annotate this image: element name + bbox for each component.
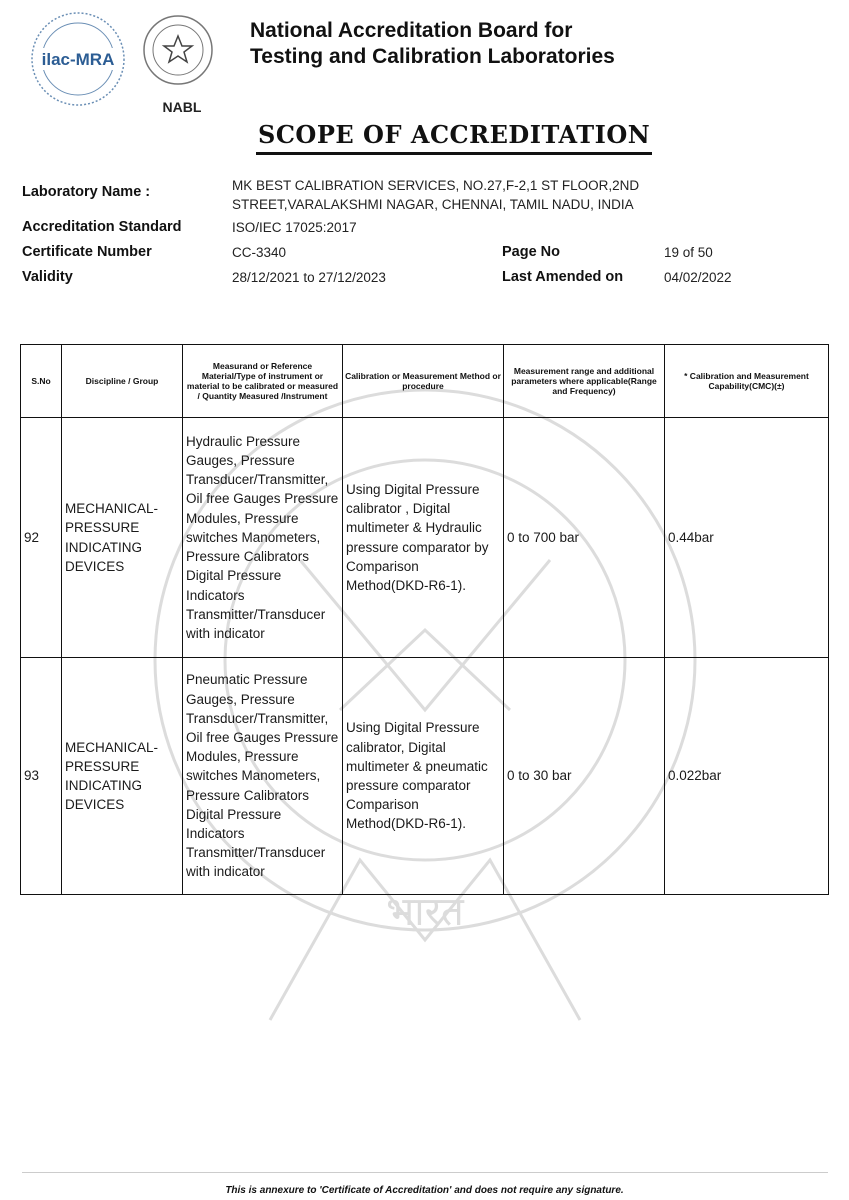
row-discipline: MECHANICAL- PRESSURE INDICATING DEVICES xyxy=(62,658,183,895)
lab-name-value xyxy=(232,176,639,214)
standard-label: Accreditation Standard xyxy=(22,219,182,235)
header-sno: S.No xyxy=(21,345,62,418)
org-title-line1: National Accreditation Board for xyxy=(250,19,573,42)
lab-name-label: Laboratory Name : xyxy=(22,184,151,200)
row-method: Using Digital Pressure calibrator , Digital multimeter & Hydraulic pressure comparator by Comparison Method(DKD-R6-1). xyxy=(343,418,504,658)
table-header-row xyxy=(21,345,829,418)
org-title-line2: Testing and Calibration Laboratories xyxy=(250,45,615,68)
ilac-mra-logo xyxy=(22,10,134,108)
row-cmc: 0.44bar xyxy=(665,418,829,658)
lab-name-line1: MK BEST CALIBRATION SERVICES, NO.27,F-2,1 ST FLOOR,2ND xyxy=(232,178,640,193)
header-discipline: Discipline / Group xyxy=(62,345,183,418)
lab-name-line2: STREET,VARALAKSHMI NAGAR, CHENNAI, TAMIL NADU, INDIA xyxy=(232,197,634,212)
scope-title: SCOPE OF ACCREDITATION xyxy=(256,120,652,155)
row-material: Hydraulic Pressure Gauges, Pressure Transducer/Transmitter, Oil free Gauges Pressure Modules, Pressure switches Manometers, Pressure Calibrators Digital Pressure Indicators Transmitter/Transducer with indicator xyxy=(183,418,343,658)
row-sno: 93 xyxy=(21,658,62,895)
amended-value: 04/02/2022 xyxy=(664,270,732,285)
nabl-logo xyxy=(140,8,220,118)
svg-text:NABL: NABL xyxy=(162,99,202,115)
footer-note: This is annexure to 'Certificate of Accreditation' and does not require any signature. xyxy=(225,1185,624,1196)
header-cmc: * Calibration and Measurement Capability(CMC)(±) xyxy=(665,345,829,418)
row-method: Using Digital Pressure calibrator, Digital multimeter & pneumatic pressure comparator Comparison Method(DKD-R6-1). xyxy=(343,658,504,895)
validity-value: 28/12/2021 to 27/12/2023 xyxy=(232,270,386,285)
header-range: Measurement range and additional parameters where applicable(Range and Frequency) xyxy=(504,345,665,418)
row-cmc: 0.022bar xyxy=(665,658,829,895)
row-sno: 92 xyxy=(21,418,62,658)
page-value: 19 of 50 xyxy=(664,245,713,260)
scope-table xyxy=(20,344,829,895)
organization-title xyxy=(250,18,615,70)
row-material: Pneumatic Pressure Gauges, Pressure Transducer/Transmitter, Oil free Gauges Pressure Modules, Pressure switches Manometers, Pressure Calibrators Digital Pressure Indicators Transmitter/Transducer with indicator xyxy=(183,658,343,895)
watermark-text: भारत xyxy=(386,889,464,935)
footer-divider xyxy=(22,1172,828,1173)
table-row xyxy=(21,418,829,658)
validity-label: Validity xyxy=(22,269,73,285)
row-range: 0 to 30 bar xyxy=(504,658,665,895)
certificate-label: Certificate Number xyxy=(22,244,152,260)
certificate-value: CC-3340 xyxy=(232,245,287,260)
row-discipline: MECHANICAL- PRESSURE INDICATING DEVICES xyxy=(62,418,183,658)
header-method: Calibration or Measurement Method or procedure xyxy=(343,345,504,418)
standard-value: ISO/IEC 17025:2017 xyxy=(232,220,357,235)
page-label: Page No xyxy=(502,244,561,260)
svg-text:ilac-MRA: ilac-MRA xyxy=(41,50,115,69)
amended-label: Last Amended on xyxy=(502,269,624,285)
row-range: 0 to 700 bar xyxy=(504,418,665,658)
header-material: Measurand or Reference Material/Type of instrument or material to be calibrated or measured / Quantity Measured /Instrument xyxy=(183,345,343,418)
table-row xyxy=(21,658,829,895)
